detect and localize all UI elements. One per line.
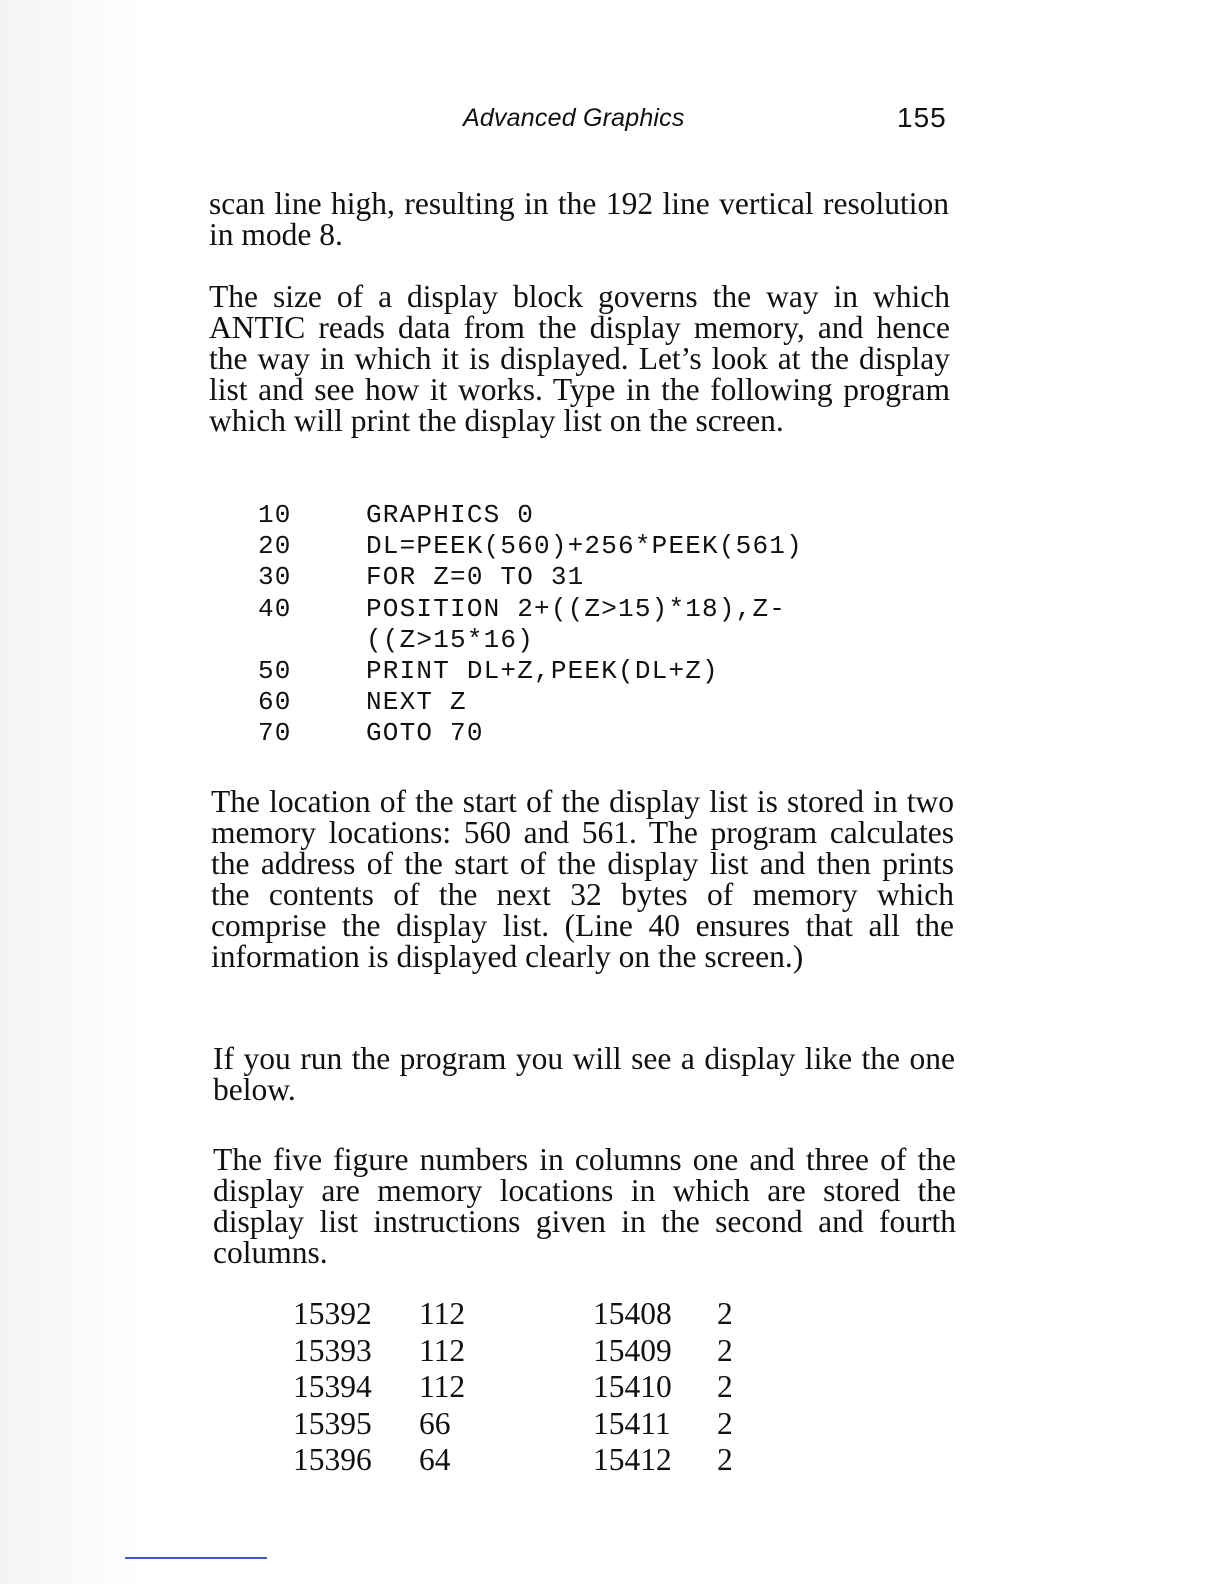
program-line-number: 60 <box>258 687 292 718</box>
paragraph-run-program: If you run the program you will see a display like the one below. <box>213 1041 955 1107</box>
running-head-title: Advanced Graphics <box>463 104 685 132</box>
address-cell: 15394 <box>293 1369 372 1405</box>
program-line-number: 50 <box>258 656 292 687</box>
program-line-code: FOR Z=0 TO 31 <box>366 562 585 593</box>
value-cell: 112 <box>419 1369 466 1405</box>
value-cell: 112 <box>419 1296 466 1331</box>
address-cell: 15392 <box>293 1296 372 1331</box>
program-line-code: NEXT Z <box>366 687 467 718</box>
paragraph-display-list-location: The location of the start of the display list is stored in two memory locations: 560 and 561. The program calculates the address of the start of the display list and then prints the contents of the next 32 bytes of memory which comprise the display list. (Line 40 ensures that all the information is displayed clearly on the screen.) <box>211 784 954 974</box>
table-row <box>293 1442 757 1479</box>
program-line-code: PRINT DL+Z,PEEK(DL+Z) <box>366 656 719 687</box>
table-row <box>293 1369 757 1406</box>
page-edge-shading <box>0 0 142 1584</box>
address-cell: 15396 <box>293 1442 372 1478</box>
address-cell: 15410 <box>593 1369 672 1405</box>
address-cell: 15393 <box>293 1332 372 1368</box>
value-cell: 2 <box>717 1369 733 1405</box>
value-cell: 66 <box>419 1405 451 1441</box>
program-line <box>258 500 803 531</box>
table-row <box>293 1406 757 1443</box>
program-line-code: POSITION 2+((Z>15)*18),Z- <box>366 593 787 624</box>
table-row <box>293 1296 757 1333</box>
program-line <box>258 718 803 749</box>
address-cell: 15412 <box>593 1442 672 1478</box>
program-line <box>258 531 803 562</box>
display-list-table <box>293 1296 757 1479</box>
program-line-code: GOTO 70 <box>366 718 484 749</box>
page-number: 155 <box>897 102 947 133</box>
program-line <box>258 594 803 625</box>
program-line-number: 70 <box>258 718 292 749</box>
value-cell: 2 <box>717 1405 733 1441</box>
program-line-number <box>258 625 366 656</box>
paragraph-five-figure-numbers: The five figure numbers in columns one and three of the display are memory locations in which are stored the display list instructions given in the second and fourth columns. <box>213 1142 956 1270</box>
address-cell: 15409 <box>593 1332 672 1368</box>
value-cell: 2 <box>717 1296 733 1331</box>
value-cell: 112 <box>419 1332 466 1368</box>
address-cell: 15395 <box>293 1405 372 1441</box>
program-line <box>258 687 803 718</box>
paragraph-display-block: The size of a display block governs the way in which ANTIC reads data from the display memory, and hence the way in which it is displayed. Let’s look at the display list and see how it works. Type in the following program which will print the display list on the screen. <box>209 279 950 438</box>
program-line-number: 30 <box>258 562 292 593</box>
program-line-number: 10 <box>258 500 292 530</box>
program-line-code: GRAPHICS 0 <box>366 500 535 530</box>
value-cell: 64 <box>419 1442 451 1478</box>
footer-rule <box>125 1557 267 1559</box>
program-line <box>258 562 803 593</box>
program-line-number: 20 <box>258 531 292 562</box>
program-line <box>258 656 803 687</box>
program-line-code: ((Z>15*16) <box>366 624 535 655</box>
program-line-code: DL=PEEK(560)+256*PEEK(561) <box>366 531 803 562</box>
program-line-number: 40 <box>258 593 292 624</box>
address-cell: 15411 <box>593 1405 671 1441</box>
table-row <box>293 1333 757 1370</box>
value-cell: 2 <box>717 1332 733 1368</box>
basic-program-listing <box>258 500 803 750</box>
paragraph-scan-line: scan line high, resulting in the 192 line vertical resolution in mode 8. <box>209 186 949 252</box>
address-cell: 15408 <box>593 1296 672 1331</box>
program-line-continuation <box>258 625 803 656</box>
value-cell: 2 <box>717 1442 733 1478</box>
